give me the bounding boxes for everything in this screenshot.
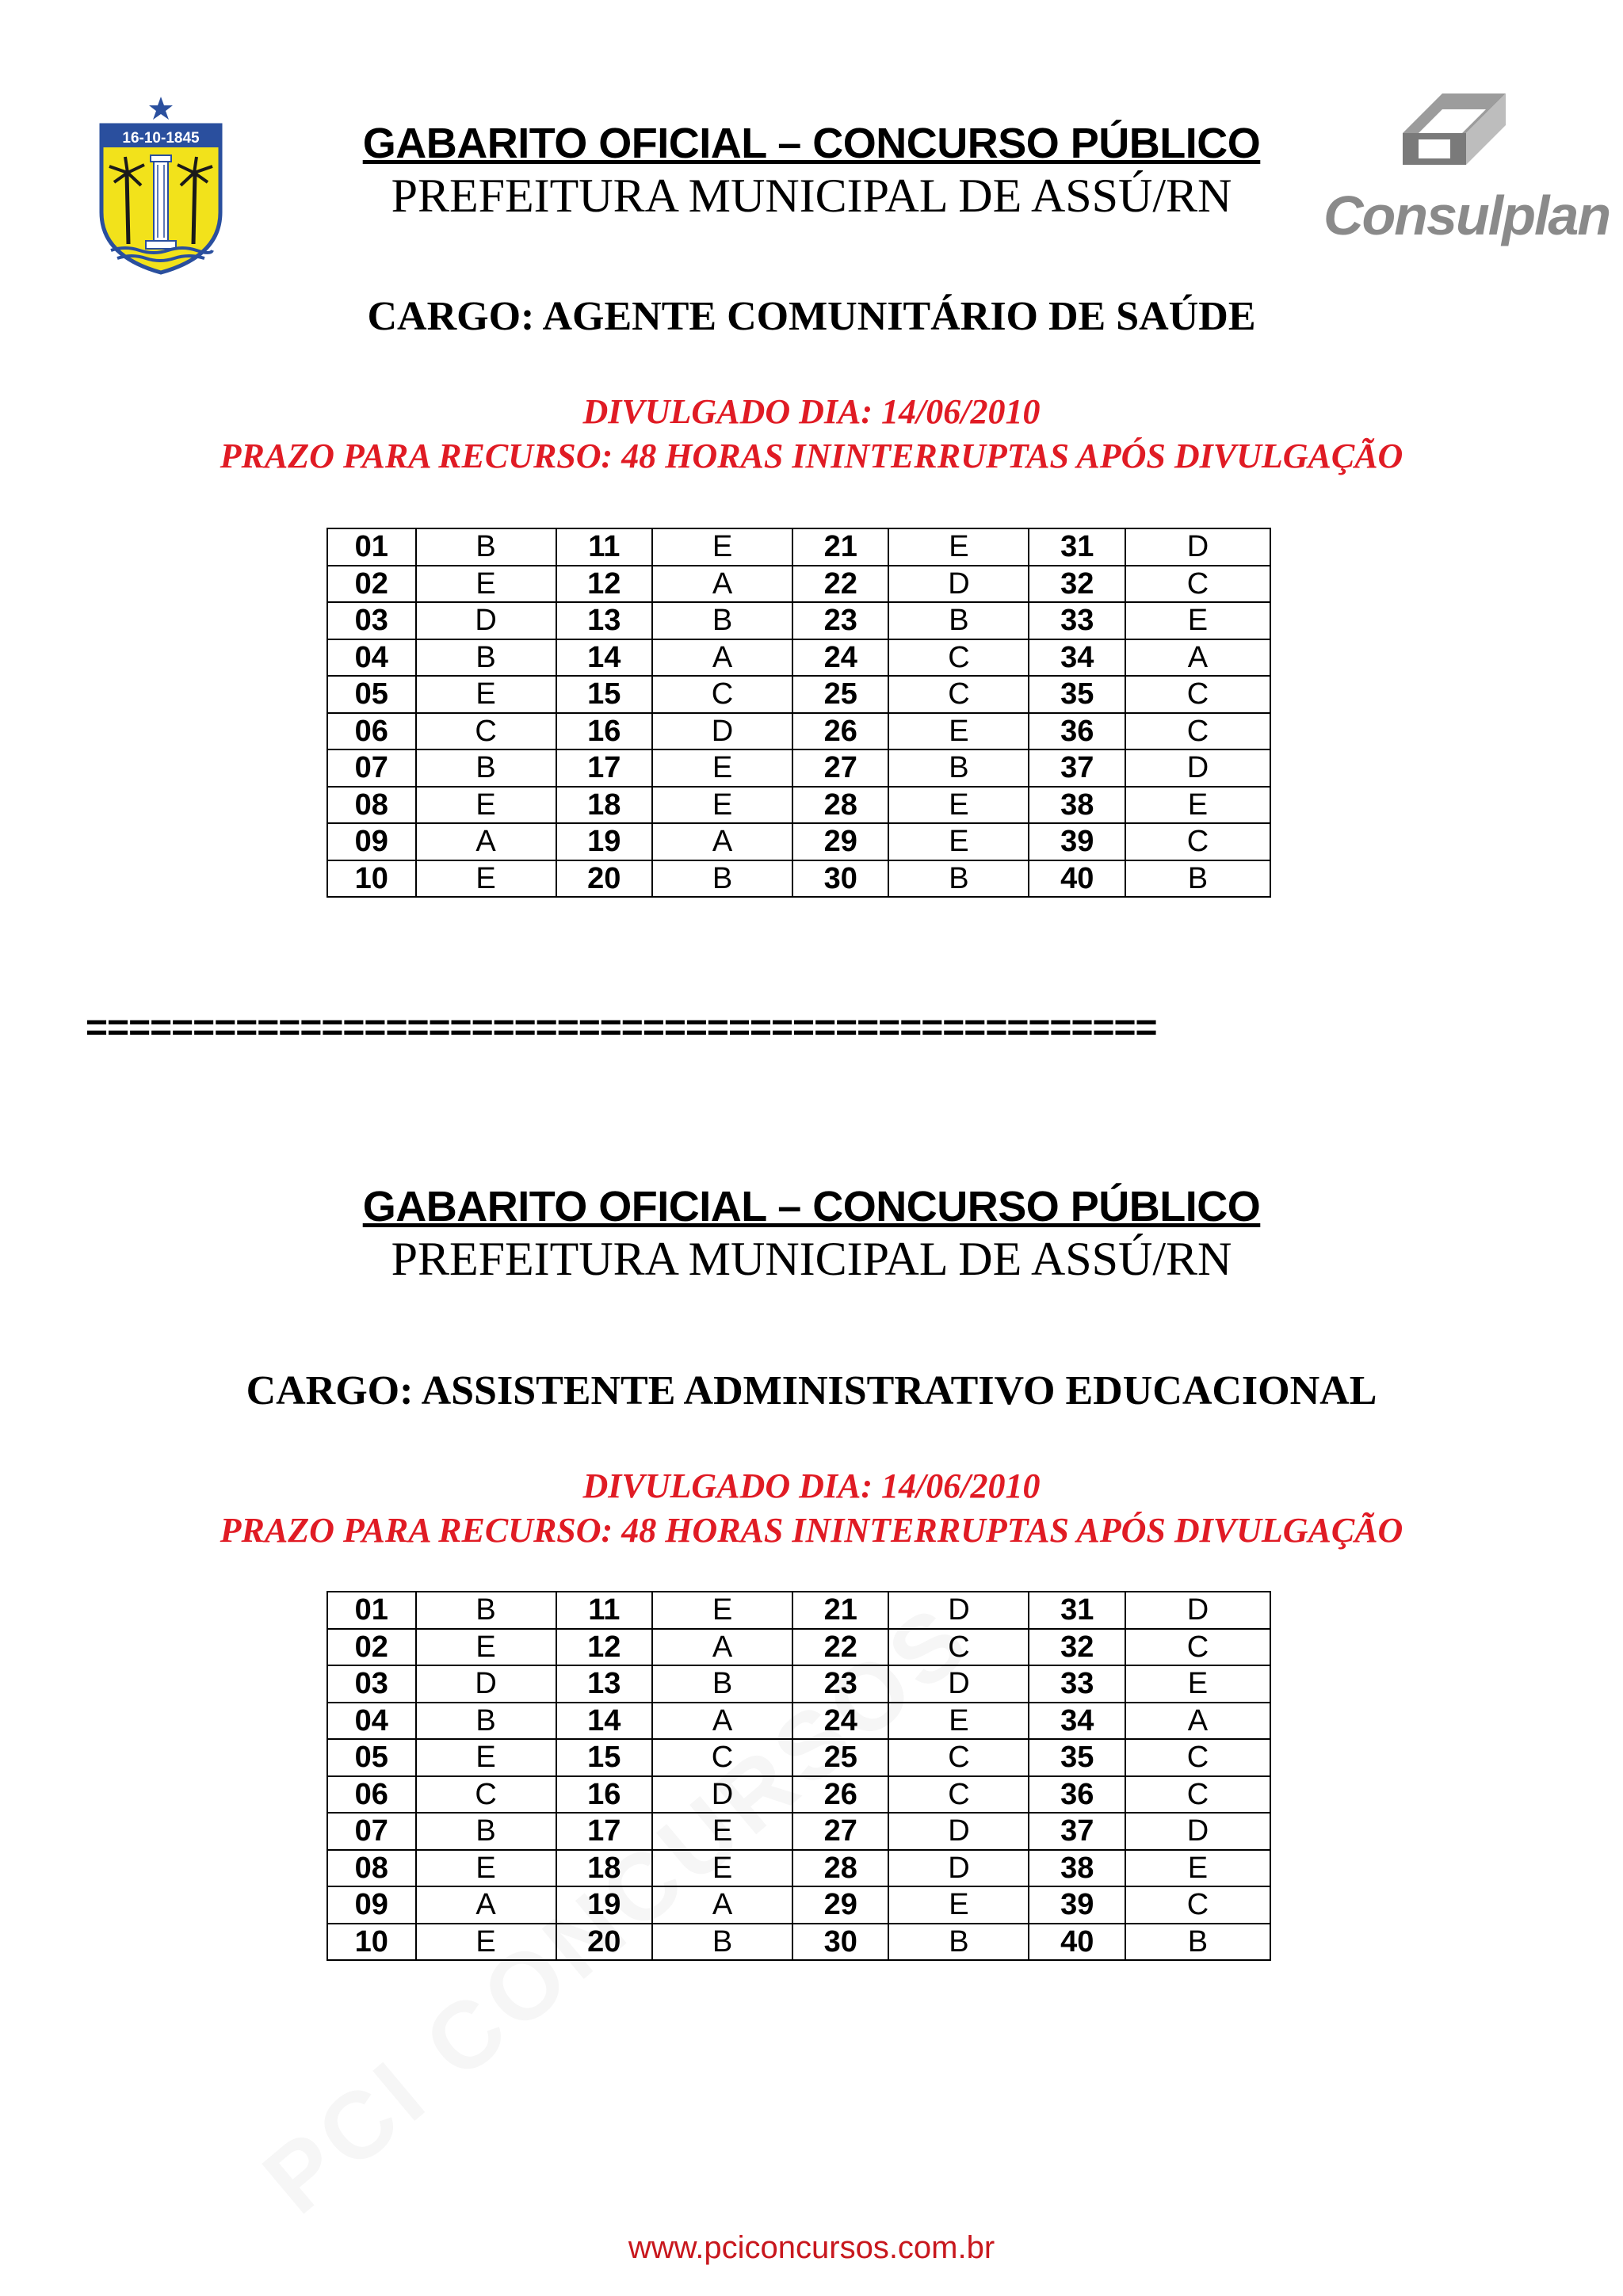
question-number: 15: [556, 1739, 652, 1776]
answer-letter: B: [888, 1924, 1029, 1961]
question-number: 12: [556, 1629, 652, 1666]
answer-letter: B: [652, 602, 792, 639]
answer-letter: E: [888, 528, 1029, 566]
question-number: 06: [327, 713, 416, 750]
question-number: 37: [1029, 1813, 1125, 1850]
question-number: 20: [556, 860, 652, 898]
table-row: [327, 1739, 1270, 1776]
table-row: [327, 749, 1270, 787]
answer-letter: C: [1125, 1739, 1270, 1776]
question-number: 32: [1029, 1629, 1125, 1666]
answer-letter: B: [652, 860, 792, 898]
question-number: 07: [327, 749, 416, 787]
answer-letter: E: [1125, 1665, 1270, 1703]
answer-letter: C: [652, 1739, 792, 1776]
question-number: 30: [792, 860, 888, 898]
question-number: 15: [556, 676, 652, 713]
answer-letter: E: [1125, 1850, 1270, 1887]
table-row: [327, 639, 1270, 677]
question-number: 27: [792, 749, 888, 787]
question-number: 22: [792, 1629, 888, 1666]
table-row: [327, 566, 1270, 603]
question-number: 33: [1029, 602, 1125, 639]
answer-letter: E: [652, 1592, 792, 1629]
question-number: 30: [792, 1924, 888, 1961]
answer-letter: C: [1125, 1776, 1270, 1814]
crest-date-label: 16-10-1845: [122, 130, 200, 147]
question-number: 35: [1029, 1739, 1125, 1776]
question-number: 23: [792, 602, 888, 639]
answer-letter: A: [652, 639, 792, 677]
answer-letter: E: [416, 1739, 556, 1776]
answer-letter: E: [416, 676, 556, 713]
table-row: [327, 1629, 1270, 1666]
question-number: 20: [556, 1924, 652, 1961]
answer-letter: D: [416, 1665, 556, 1703]
answer-letter: E: [888, 787, 1029, 824]
question-number: 01: [327, 1592, 416, 1629]
table-row: [327, 1665, 1270, 1703]
question-number: 10: [327, 860, 416, 898]
answer-letter: A: [652, 1886, 792, 1924]
question-number: 21: [792, 528, 888, 566]
question-number: 09: [327, 1886, 416, 1924]
table-row: [327, 1886, 1270, 1924]
answer-letter: C: [1125, 676, 1270, 713]
section-title: GABARITO OFICIAL – CONCURSO PÚBLICO: [362, 120, 1261, 167]
question-number: 39: [1029, 823, 1125, 860]
question-number: 27: [792, 1813, 888, 1850]
answer-letter: D: [1125, 749, 1270, 787]
table-row: [327, 1850, 1270, 1887]
answer-letter: A: [416, 823, 556, 860]
answer-letter: D: [1125, 528, 1270, 566]
question-number: 38: [1029, 1850, 1125, 1887]
answer-letter: D: [416, 602, 556, 639]
prazo-notice: PRAZO PARA RECURSO: 48 HORAS ININTERRUPTAS APÓS DIVULGAÇÃO: [220, 437, 1403, 475]
answer-letter: A: [1125, 639, 1270, 677]
table-row: [327, 676, 1270, 713]
answer-letter: B: [652, 1924, 792, 1961]
cargo-heading: CARGO: ASSISTENTE ADMINISTRATIVO EDUCACIONAL: [246, 1368, 1377, 1413]
answer-letter: D: [652, 713, 792, 750]
question-number: 31: [1029, 528, 1125, 566]
answer-letter: E: [416, 1924, 556, 1961]
answer-letter: E: [888, 823, 1029, 860]
question-number: 02: [327, 566, 416, 603]
question-number: 28: [792, 1850, 888, 1887]
question-number: 34: [1029, 1703, 1125, 1740]
section-subtitle: PREFEITURA MUNICIPAL DE ASSÚ/RN: [391, 1233, 1232, 1285]
question-number: 04: [327, 1703, 416, 1740]
answer-letter: E: [1125, 602, 1270, 639]
answer-letter: B: [416, 1592, 556, 1629]
section-divider: ==================================================: [86, 1007, 1157, 1049]
answer-letter: E: [416, 1850, 556, 1887]
answer-letter: C: [1125, 823, 1270, 860]
answer-letter: C: [1125, 1886, 1270, 1924]
answer-table: [327, 1591, 1271, 1961]
answer-letter: E: [652, 528, 792, 566]
answer-letter: E: [888, 713, 1029, 750]
answer-letter: D: [652, 1776, 792, 1814]
table-row: [327, 713, 1270, 750]
answer-letter: B: [888, 602, 1029, 639]
answer-letter: B: [888, 749, 1029, 787]
answer-letter: C: [888, 1739, 1029, 1776]
question-number: 12: [556, 566, 652, 603]
question-number: 05: [327, 1739, 416, 1776]
answer-letter: E: [888, 1886, 1029, 1924]
cargo-heading: CARGO: AGENTE COMUNITÁRIO DE SAÚDE: [367, 294, 1256, 339]
answer-table: [327, 528, 1271, 898]
question-number: 08: [327, 1850, 416, 1887]
question-number: 38: [1029, 787, 1125, 824]
answer-letter: E: [1125, 787, 1270, 824]
answer-letter: E: [652, 787, 792, 824]
divulgado-notice: DIVULGADO DIA: 14/06/2010: [582, 392, 1041, 431]
question-number: 26: [792, 1776, 888, 1814]
table-row: [327, 1592, 1270, 1629]
answer-letter: D: [888, 566, 1029, 603]
question-number: 32: [1029, 566, 1125, 603]
table-row: [327, 1813, 1270, 1850]
answer-letter: C: [652, 676, 792, 713]
answer-letter: B: [416, 528, 556, 566]
answer-key-section-2: [0, 1182, 1623, 1958]
divulgado-notice: DIVULGADO DIA: 14/06/2010: [582, 1466, 1041, 1505]
answer-letter: E: [652, 1813, 792, 1850]
question-number: 22: [792, 566, 888, 603]
section-title: GABARITO OFICIAL – CONCURSO PÚBLICO: [362, 1183, 1261, 1230]
question-number: 07: [327, 1813, 416, 1850]
table-row: [327, 1924, 1270, 1961]
answer-letter: A: [652, 1703, 792, 1740]
question-number: 31: [1029, 1592, 1125, 1629]
question-number: 03: [327, 602, 416, 639]
question-number: 34: [1029, 639, 1125, 677]
question-number: 21: [792, 1592, 888, 1629]
answer-letter: B: [416, 1813, 556, 1850]
answer-letter: C: [888, 639, 1029, 677]
question-number: 19: [556, 823, 652, 860]
table-row: [327, 823, 1270, 860]
answer-letter: E: [416, 860, 556, 898]
answer-letter: B: [1125, 1924, 1270, 1961]
prazo-notice: PRAZO PARA RECURSO: 48 HORAS ININTERRUPTAS APÓS DIVULGAÇÃO: [220, 1511, 1403, 1550]
question-number: 18: [556, 1850, 652, 1887]
question-number: 17: [556, 1813, 652, 1850]
answer-letter: A: [652, 1629, 792, 1666]
question-number: 08: [327, 787, 416, 824]
table-row: [327, 860, 1270, 898]
table-row: [327, 787, 1270, 824]
question-number: 29: [792, 823, 888, 860]
question-number: 03: [327, 1665, 416, 1703]
answer-letter: C: [1125, 1629, 1270, 1666]
question-number: 29: [792, 1886, 888, 1924]
question-number: 25: [792, 676, 888, 713]
question-number: 33: [1029, 1665, 1125, 1703]
answer-letter: B: [416, 639, 556, 677]
question-number: 04: [327, 639, 416, 677]
question-number: 14: [556, 639, 652, 677]
answer-letter: E: [652, 749, 792, 787]
answer-key-section-1: [0, 119, 1623, 895]
question-number: 10: [327, 1924, 416, 1961]
question-number: 01: [327, 528, 416, 566]
question-number: 36: [1029, 1776, 1125, 1814]
question-number: 02: [327, 1629, 416, 1666]
answer-letter: D: [888, 1850, 1029, 1887]
answer-letter: B: [416, 1703, 556, 1740]
consulplan-brand-text: Consulplan: [1323, 185, 1610, 246]
question-number: 17: [556, 749, 652, 787]
question-number: 25: [792, 1739, 888, 1776]
answer-letter: E: [652, 1850, 792, 1887]
section-subtitle: PREFEITURA MUNICIPAL DE ASSÚ/RN: [391, 170, 1232, 222]
answer-letter: C: [416, 1776, 556, 1814]
answer-letter: D: [1125, 1592, 1270, 1629]
answer-letter: A: [416, 1886, 556, 1924]
question-number: 09: [327, 823, 416, 860]
question-number: 11: [556, 1592, 652, 1629]
answer-letter: C: [888, 676, 1029, 713]
footer-url[interactable]: www.pciconcursos.com.br: [628, 2230, 995, 2265]
answer-letter: D: [888, 1665, 1029, 1703]
answer-letter: C: [888, 1629, 1029, 1666]
question-number: 13: [556, 1665, 652, 1703]
answer-letter: E: [416, 566, 556, 603]
question-number: 05: [327, 676, 416, 713]
question-number: 16: [556, 1776, 652, 1814]
answer-letter: B: [416, 749, 556, 787]
answer-letter: E: [416, 1629, 556, 1666]
answer-letter: B: [888, 860, 1029, 898]
answer-letter: E: [888, 1703, 1029, 1740]
answer-letter: B: [1125, 860, 1270, 898]
question-number: 40: [1029, 1924, 1125, 1961]
answer-letter: C: [1125, 566, 1270, 603]
question-number: 16: [556, 713, 652, 750]
question-number: 24: [792, 639, 888, 677]
question-number: 39: [1029, 1886, 1125, 1924]
table-row: [327, 1703, 1270, 1740]
answer-letter: D: [1125, 1813, 1270, 1850]
question-number: 13: [556, 602, 652, 639]
answer-letter: C: [1125, 713, 1270, 750]
answer-letter: D: [888, 1813, 1029, 1850]
question-number: 40: [1029, 860, 1125, 898]
answer-letter: B: [652, 1665, 792, 1703]
question-number: 19: [556, 1886, 652, 1924]
question-number: 11: [556, 528, 652, 566]
question-number: 37: [1029, 749, 1125, 787]
question-number: 24: [792, 1703, 888, 1740]
table-row: [327, 1776, 1270, 1814]
table-row: [327, 528, 1270, 566]
table-row: [327, 602, 1270, 639]
question-number: 18: [556, 787, 652, 824]
question-number: 35: [1029, 676, 1125, 713]
question-number: 36: [1029, 713, 1125, 750]
question-number: 28: [792, 787, 888, 824]
question-number: 23: [792, 1665, 888, 1703]
answer-letter: A: [652, 823, 792, 860]
answer-letter: D: [888, 1592, 1029, 1629]
answer-letter: A: [1125, 1703, 1270, 1740]
question-number: 06: [327, 1776, 416, 1814]
question-number: 26: [792, 713, 888, 750]
answer-letter: C: [416, 713, 556, 750]
answer-letter: E: [416, 787, 556, 824]
question-number: 14: [556, 1703, 652, 1740]
answer-letter: C: [888, 1776, 1029, 1814]
answer-letter: A: [652, 566, 792, 603]
